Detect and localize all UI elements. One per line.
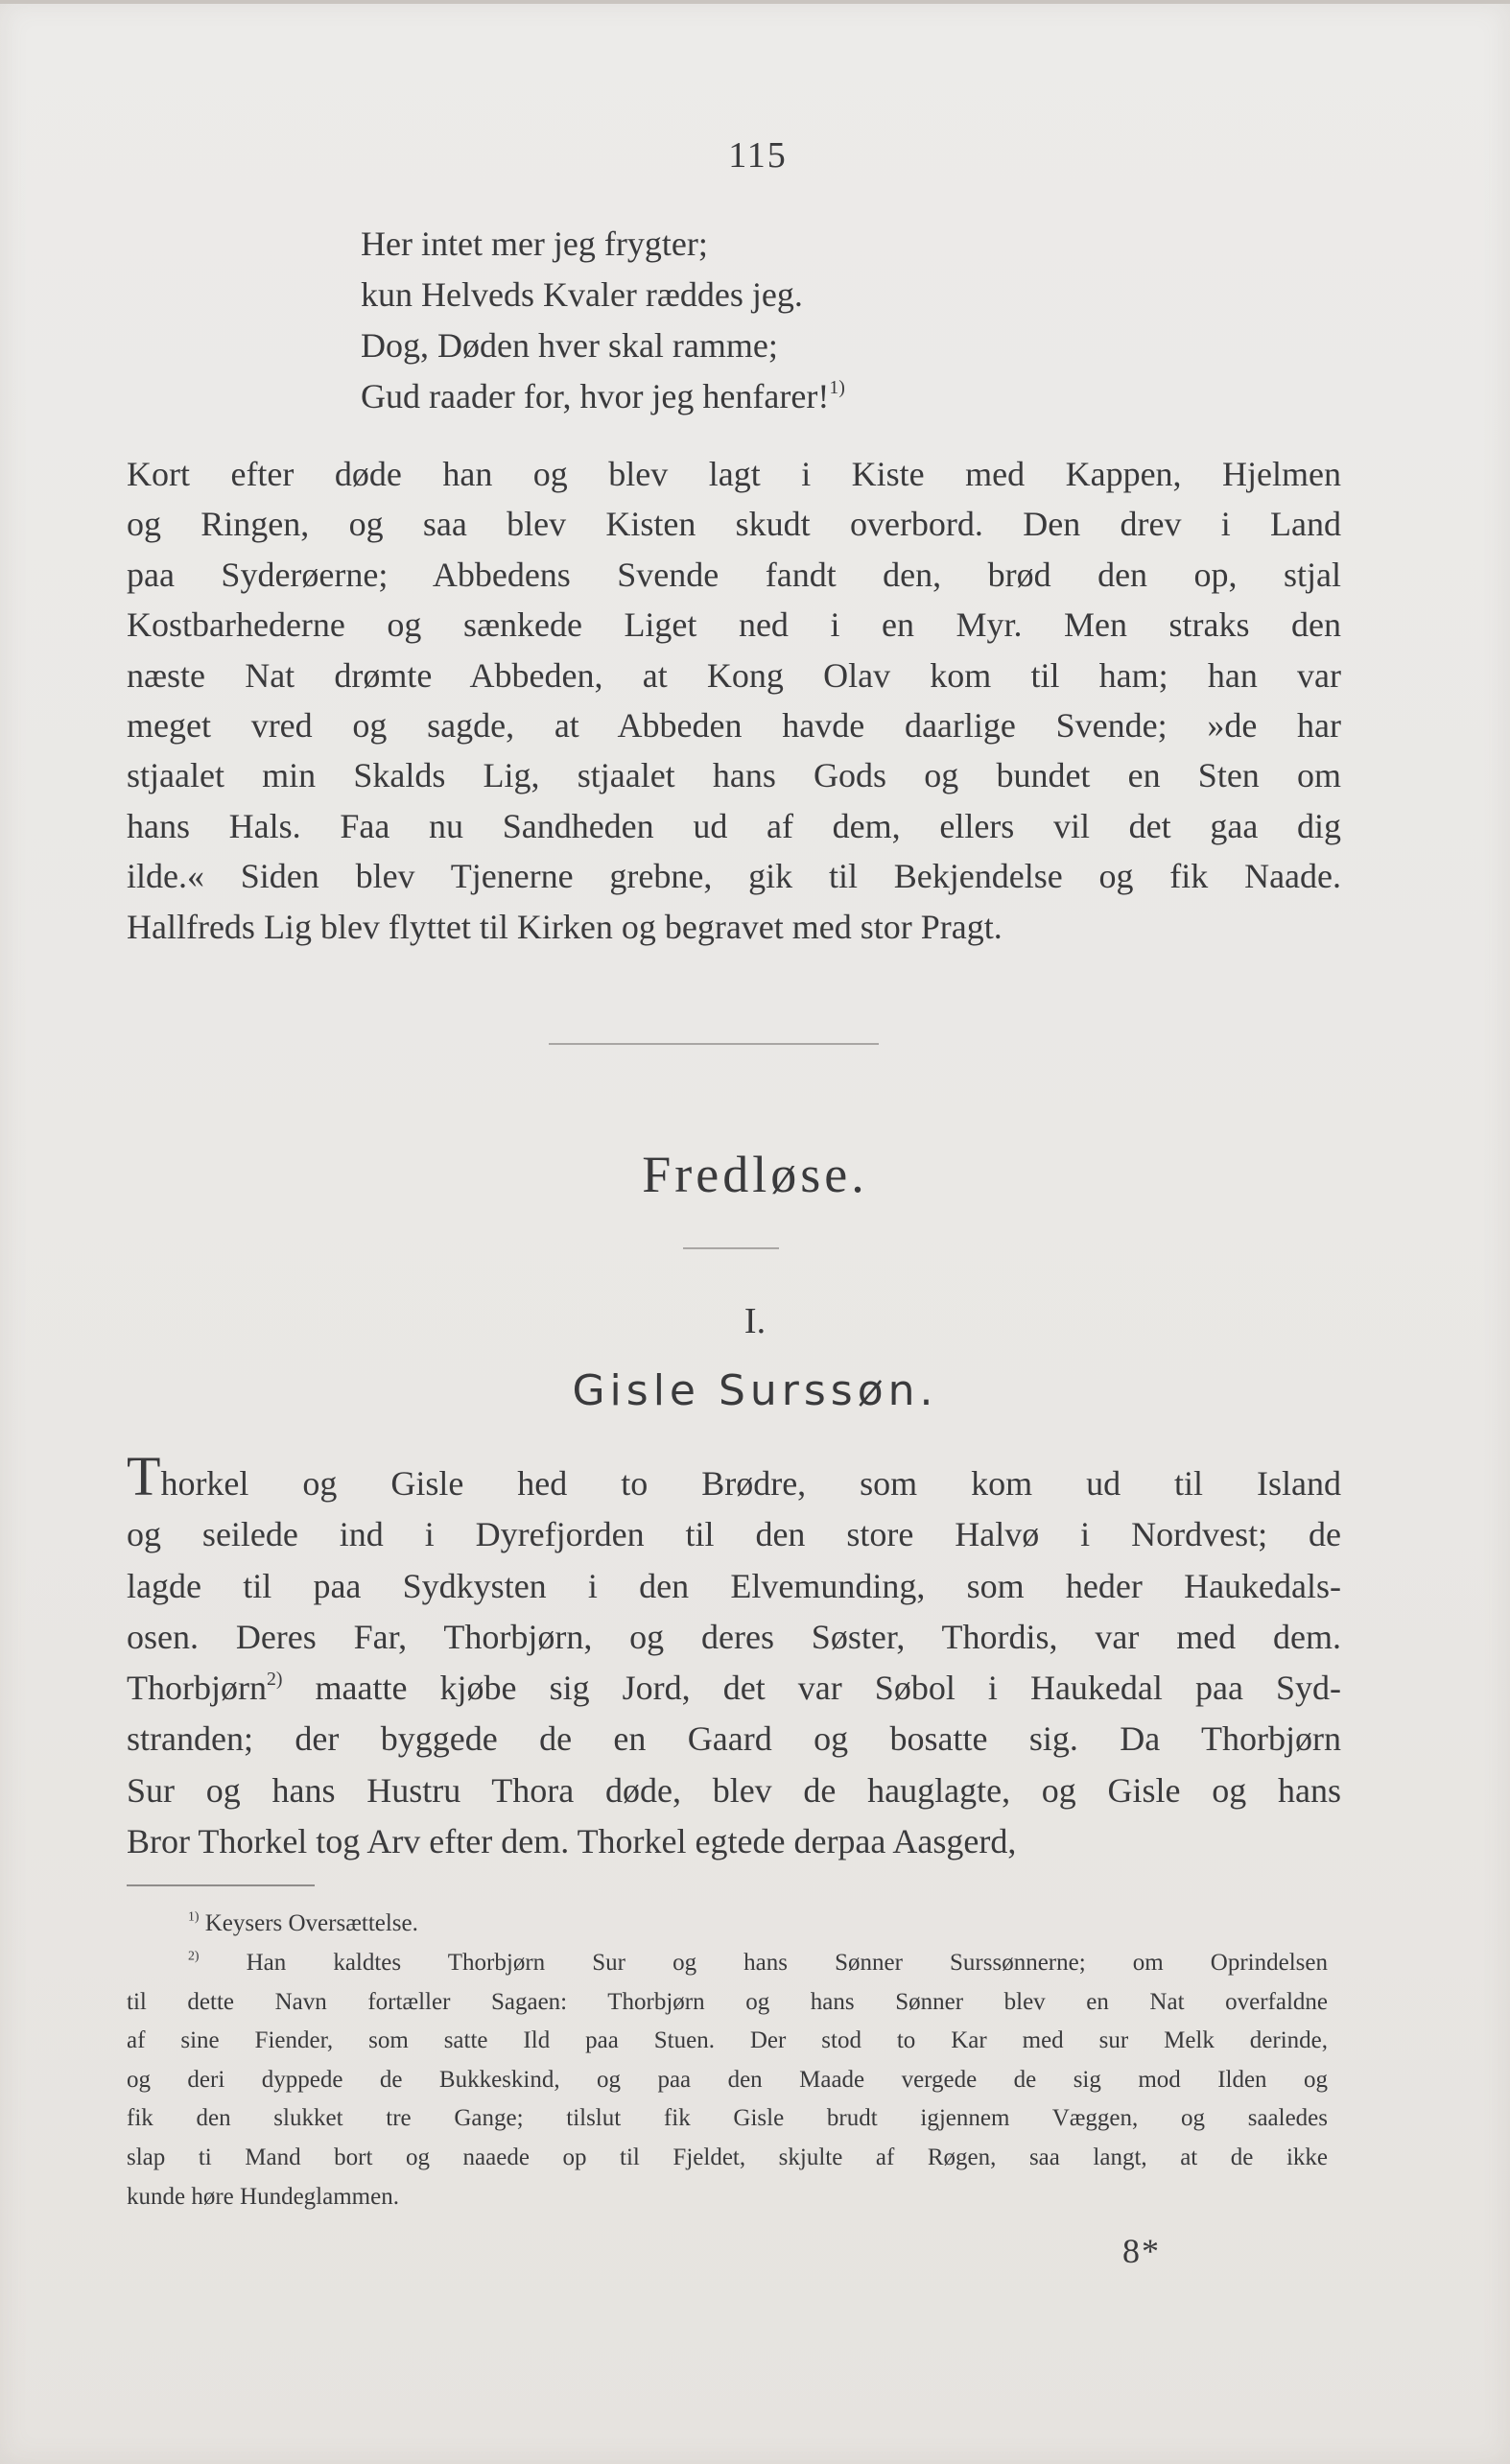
text-line: [127, 1663, 1341, 1714]
text-line: og seilede ind i Dyrefjorden til den store Halvø i Nordvest; de: [127, 1515, 1341, 1554]
text-line: Bror Thorkel tog Arv efter dem. Thorkel egtede derpaa Aasgerd,: [127, 1822, 1017, 1861]
footnote-text: Han kaldtes Thorbjørn Sur og hans Sønner Surssønnerne; om Oprindelsen: [199, 1950, 1328, 1976]
text-line: stjaalet min Skalds Lig, stjaalet hans Gods og bundet en Sten om: [127, 756, 1341, 795]
verse-line-text: Gud raader for, hvor jeg henfarer!: [361, 377, 830, 415]
footnote-line: slap ti Mand bort og naaede op til Fjeldet, skjulte af Røgen, saa langt, at de ikke: [127, 2144, 1328, 2170]
text-line: Sur og hans Hustru Thora døde, blev de hauglagte, og Gisle og hans: [127, 1770, 1341, 1810]
footnote-line: til dette Navn fortæller Sagaen: Thorbjørn og hans Sønner blev en Nat overfaldne: [127, 1988, 1328, 2015]
footnote-line: fik den slukket tre Gange; tilslut fik Gisle brudt igjennem Væggen, og saaledes: [127, 2105, 1328, 2132]
paragraph-hallfred: [127, 449, 1341, 952]
footnote-marker: 1): [188, 1908, 200, 1924]
verse-line: kun Helveds Kvaler ræddes jeg.: [361, 275, 803, 314]
footnote-line: af sine Fiender, som satte Ild paa Stuen. Der stod to Kar med sur Melk derinde,: [127, 2027, 1328, 2054]
verse-block: [361, 219, 845, 422]
section-divider: [549, 1043, 879, 1045]
footnote-line: kunde høre Hundeglammen.: [127, 2183, 399, 2210]
footnote-marker: 2): [188, 1948, 200, 1963]
section-title: Fredløse.: [642, 1146, 868, 1203]
text-line: paa Syderøerne; Abbedens Svende fandt den, brød den op, stjal: [127, 555, 1341, 594]
footnote-ref: 2): [266, 1669, 283, 1691]
text-line: lagde til paa Sydkysten i den Elvemunding, som heder Haukedals-: [127, 1566, 1341, 1605]
verse-line: [361, 371, 845, 422]
title-rule: [683, 1247, 779, 1249]
text-line: Kostbarhederne og sænkede Liget ned i en Myr. Men straks den: [127, 605, 1341, 645]
footnote-line: og deri dyppede de Bukkeskind, og paa den Maade vergede de sig mod Ilden og: [127, 2066, 1328, 2093]
text-line: Kort efter døde han og blev lagt i Kiste med Kappen, Hjelmen: [127, 455, 1341, 493]
text-line: næste Nat drømte Abbeden, at Kong Olav kom til ham; han var: [127, 655, 1341, 695]
text-line: ilde.« Siden blev Tjenerne grebne, gik til Bekjendelse og fik Naade.: [127, 857, 1341, 896]
text-line: meget vred og sagde, at Abbeden havde daarlige Svende; »de har: [127, 706, 1341, 746]
footnote-1: [127, 1904, 1389, 1944]
text-fragment: Thorbjørn: [127, 1669, 267, 1708]
page-top-edge: [0, 0, 1510, 4]
footnote-2: [127, 1944, 1328, 2216]
text-line: og Ringen, og saa blev Kisten skudt overbord. Den drev i Land: [127, 505, 1341, 544]
text-line: Hallfreds Lig blev flyttet til Kirken og begravet med stor Pragt.: [127, 907, 1003, 946]
verse-line: Dog, Døden hver skal ramme;: [361, 326, 778, 365]
footnote-ref: 1): [829, 377, 845, 399]
first-line-text: horkel og Gisle hed to Brødre, som kom ud til Island: [160, 1464, 1341, 1503]
text-line: osen. Deres Far, Thorbjørn, og deres Søster, Thordis, var med dem.: [127, 1617, 1341, 1656]
page-number: 115: [728, 135, 788, 176]
verse-line: Her intet mer jeg frygter;: [361, 225, 708, 263]
signature-mark: 8*: [1122, 2232, 1161, 2270]
text-line: hans Hals. Faa nu Sandheden ud af dem, ellers vil det gaa dig: [127, 806, 1341, 845]
footnote-text: Keysers Oversættelse.: [199, 1910, 418, 1936]
text-line: [127, 1445, 1341, 1509]
section-number: I.: [743, 1301, 767, 1341]
footnote-line: [127, 1944, 1328, 1983]
text-line: stranden; der byggede de en Gaard og bosatte sig. Da Thorbjørn: [127, 1719, 1341, 1759]
footnote-rule: [127, 1884, 315, 1886]
text-fragment: maatte kjøbe sig Jord, det var Søbol i Haukedal paa Syd-: [282, 1669, 1341, 1708]
paragraph-gisle: [127, 1445, 1341, 1867]
drop-cap: T: [127, 1445, 161, 1507]
chapter-title: Gisle Surssøn.: [572, 1366, 938, 1415]
